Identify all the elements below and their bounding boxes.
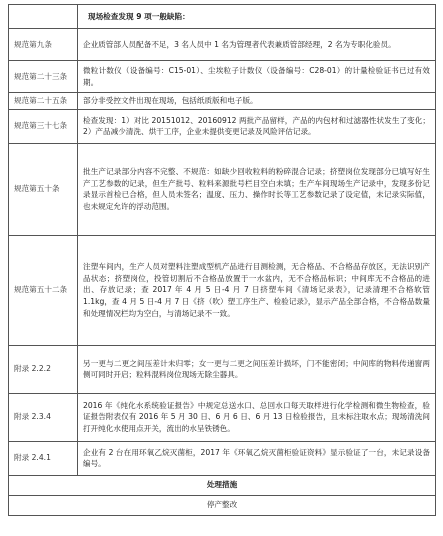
table-row <box>9 61 436 93</box>
clause-label: 规范第二十三条 <box>9 61 78 93</box>
finding-text: 批生产记录部分内容不完整、不规范：如缺少回收粒料的粉碎混合记录；挤塑岗位发现部分已填写好生产工艺参数的记录，但生产批号、粒料来源批号栏目空白未填；生产车间现场生产记录中，发现多份记录显示首检已合格，但人员未签名；温度、压力、操作时长等工艺参数记录了设定值，未记录实际值，也未规定允许的浮动范围。 <box>78 143 436 235</box>
finding-text: 部分非受控文件出现在现场，包括纸质版和电子版。 <box>78 93 436 110</box>
finding-text: 微粒计数仪（设备编号：C15-01）、尘埃粒子计数仪（设备编号：C28-01）的计量检验证书已过有效期。 <box>78 61 436 93</box>
table-row <box>9 235 436 345</box>
clause-label: 规范第二十五条 <box>9 93 78 110</box>
header-blank-cell <box>9 5 78 29</box>
measures-content-row <box>9 495 436 515</box>
clause-label: 规范第九条 <box>9 29 78 61</box>
findings-title: 现场检查发现 9 项一般缺陷： <box>78 5 436 29</box>
clause-label: 附录 2.2.2 <box>9 345 78 393</box>
measures-content: 停产整改 <box>9 495 436 515</box>
table-row <box>9 109 436 143</box>
table-row <box>9 29 436 61</box>
findings-table <box>8 4 436 516</box>
inspection-findings-document <box>8 4 436 516</box>
clause-label: 规范第三十七条 <box>9 109 78 143</box>
finding-text: 企业质管部人员配备不足，3 名人员中 1 名为管理者代表兼质管部经理，2 名为专职化验员。 <box>78 29 436 61</box>
finding-text: 2016 年《纯化水系统验证报告》中规定总送水口、总回水口每天取样进行化学检测和微生物检查，验证报告附表仅有 2016 年 5 月 30 日、6 月 6 日、6 月 13 日检验报告，且未标注取水点；现场清洗间打开纯化水使用点开关，流出的水呈铁锈色。 <box>78 393 436 441</box>
clause-label: 附录 2.4.1 <box>9 441 78 475</box>
clause-label: 附录 2.3.4 <box>9 393 78 441</box>
measures-heading: 处理措施 <box>9 475 436 495</box>
header-row <box>9 5 436 29</box>
table-row <box>9 143 436 235</box>
finding-text: 注塑车间内，生产人员对塑料注塑成型机产品进行目测检测，无合格品、不合格品存放区，无法识别产品状态；挤塑岗位，投管切割后不合格品放置于一水盆内，无不合格品标识；中间库无不合格品的进出、存放记录；查 2017 年 4 月 5 日-4 月 7 日挤塑车间《清场记录表》，记录清理不合格软管 1.1kg，查 4 月 5 日-4 月 7 日《挤（吹）塑工序生产、检验记录》，显示产品全部合格，不合格品数量和处理情况栏均为空白，与清场记录不一致。 <box>78 235 436 345</box>
measures-heading-row <box>9 475 436 495</box>
table-row <box>9 441 436 475</box>
finding-text: 企业有 2 台在用环氧乙烷灭菌柜，2017 年《环氧乙烷灭菌柜验证资料》显示验证了一台，未记录设备编号。 <box>78 441 436 475</box>
table-row <box>9 393 436 441</box>
clause-label: 规范第五十二条 <box>9 235 78 345</box>
table-row <box>9 93 436 110</box>
finding-text: 检查发现：1）对比 20151012、20160912 两批产品留样，产品的内包材和过滤器性状发生了变化；2）产品减少清洗、烘干工序，企业未提供变更记录及风险评估记录。 <box>78 109 436 143</box>
finding-text: 另一更与二更之间压差计未归零；女一更与二更之间压差计损坏，门不能密闭；中间库的物料传递窗两侧可同时开启；粒料混料岗位现场无除尘器具。 <box>78 345 436 393</box>
clause-label: 规范第五十条 <box>9 143 78 235</box>
table-row <box>9 345 436 393</box>
